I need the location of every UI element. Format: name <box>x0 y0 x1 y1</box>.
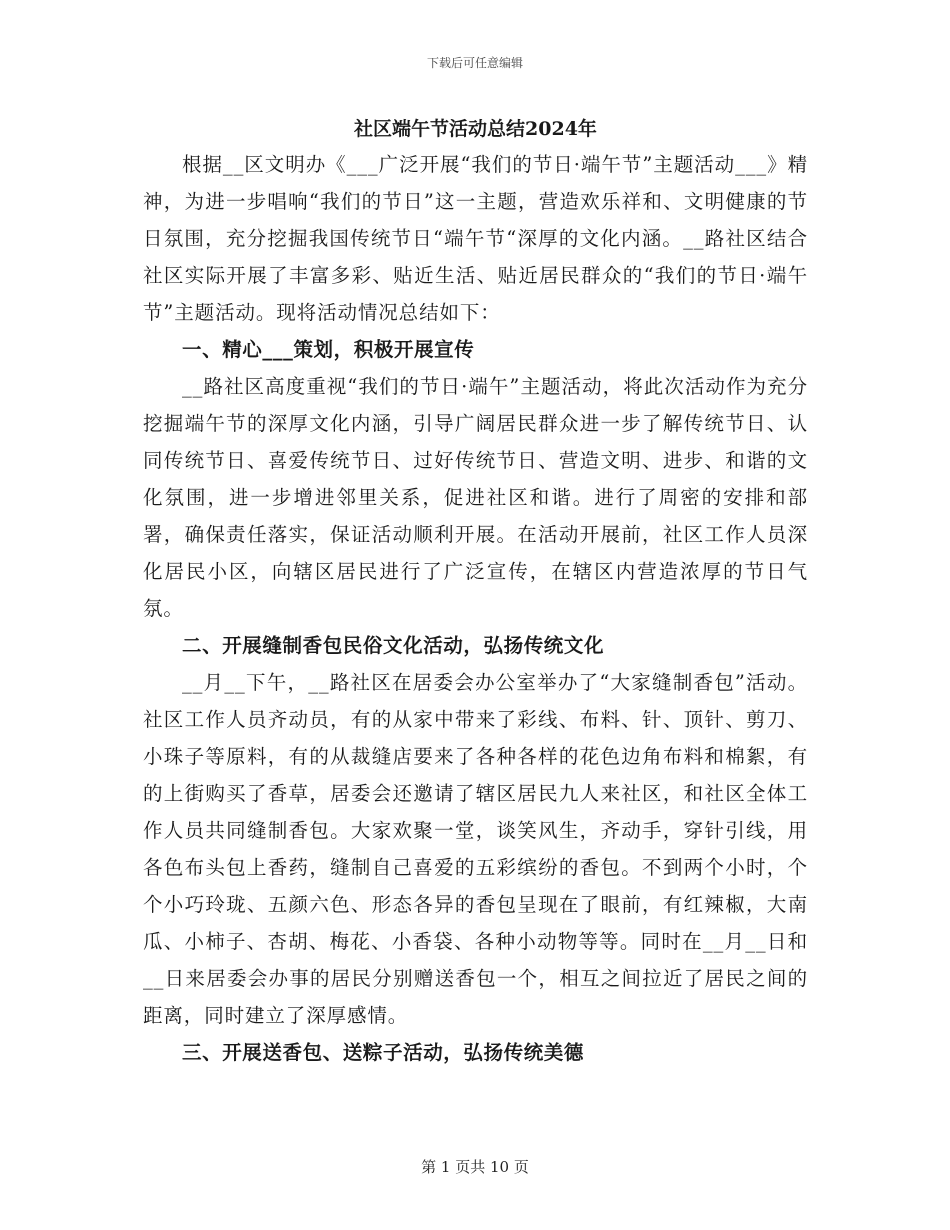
page-footer: 第 1 页共 10 页 <box>421 1158 529 1176</box>
section-heading-3: 三、开展送香包、送粽子活动，弘扬传统美德 <box>182 1041 585 1064</box>
document-title: 社区端午节活动总结2024年 <box>354 118 597 140</box>
intro-paragraph: 根据__区文明办《___广泛开展“我们的节日·端午节”主题活动___》精神，为进一步唱响“我们的节日”这一主题，营造欢乐祥和、文明健康的节日氛围，充分挖掘我国传统节日“端午节“深厚的文化内涵。__路社区结合社区实际开展了丰富多彩、贴近生活、贴近居民群众的“我们的节日·端午节”主题活动。现将活动情况总结如下： <box>143 153 808 324</box>
document-body <box>143 112 808 1071</box>
section-2-paragraph: __月__下午，__路社区在居委会办公室举办了“大家缝制香包”活动。社区工作人员齐动员，有的从家中带来了彩线、布料、针、顶针、剪刀、小珠子等原料，有的从裁缝店要来了各种各样的花色边角布料和棉絮，有的上街购买了香草，居委会还邀请了辖区居民九人来社区，和社区全体工作人员共同缝制香包。大家欢聚一堂，谈笑风生，齐动手，穿针引线，用各色布头包上香药，缝制自己喜爱的五彩缤纷的香包。不到两个小时，个个小巧玲珑、五颜六色、形态各异的香包呈现在了眼前，有红辣椒，大南瓜、小柿子、杏胡、梅花、小香袋、各种小动物等等。同时在__月__日和__日来居委会办事的居民分别赠送香包一个，相互之间拉近了居民之间的距离，同时建立了深厚感情。 <box>143 671 808 1027</box>
section-1-paragraph: __路社区高度重视“我们的节日·端午”主题活动，将此次活动作为充分挖掘端午节的深厚文化内涵，引导广阔居民群众进一步了解传统节日、认同传统节日、喜爱传统节日、过好传统节日、营造文明、进步、和谐的文化氛围，进一步增进邻里关系，促进社区和谐。进行了周密的安排和部署，确保责任落实，保证活动顺利开展。在活动开展前，社区工作人员深化居民小区，向辖区居民进行了广泛宣传，在辖区内营造浓厚的节日气氛。 <box>143 375 808 620</box>
section-heading-2: 二、开展缝制香包民俗文化活动，弘扬传统文化 <box>182 634 605 657</box>
page-header: 下载后可任意编辑 <box>426 56 523 70</box>
section-heading-1: 一、精心___策划，积极开展宣传 <box>182 338 475 361</box>
